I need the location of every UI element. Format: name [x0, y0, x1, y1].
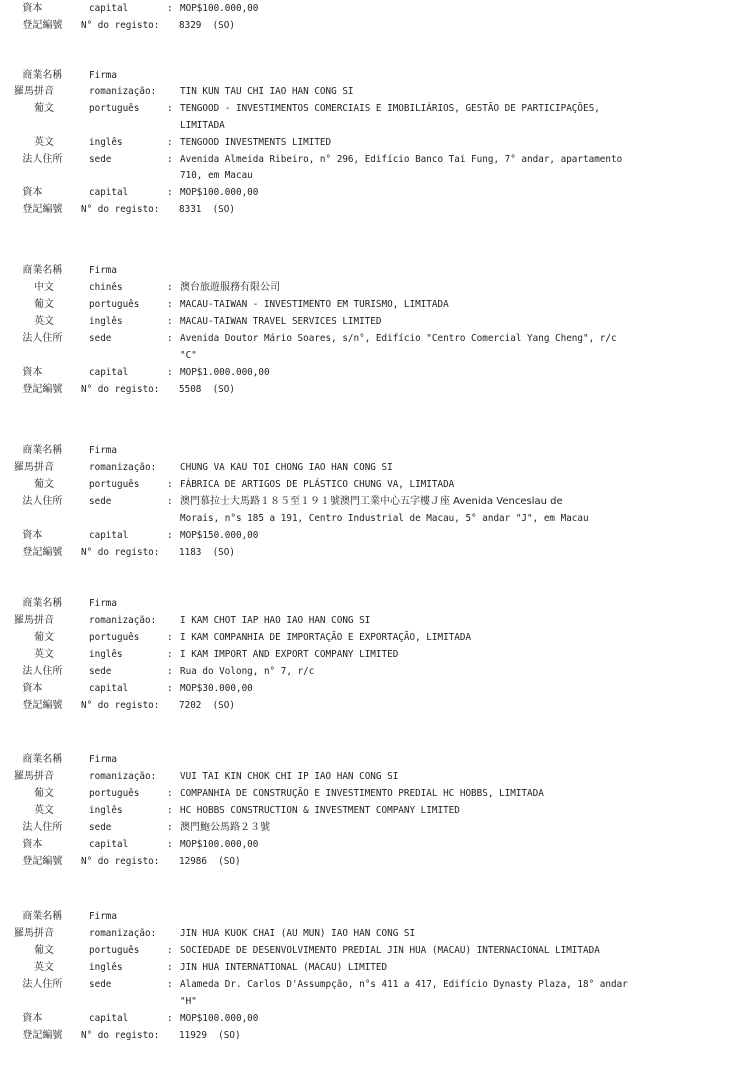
romanizacao-text: JIN HUA KUOK CHAI (AU MUN) IAO HAN CONG SI: [180, 928, 416, 939]
ingles-row: [0, 314, 382, 330]
en-zh-text: 英文: [34, 649, 54, 660]
sede-2-text: "C": [180, 350, 197, 361]
reg-pt-text: N° do registo:: [81, 384, 160, 395]
pt-pt-text: português: [89, 299, 140, 310]
reg-pt-text: N° do registo:: [81, 1030, 160, 1041]
registo-row: [0, 202, 235, 218]
firma-zh-text: 商業名稱: [22, 70, 63, 81]
reg-pt-text: N° do registo:: [81, 547, 160, 558]
en-pt-text: inglês: [89, 962, 123, 973]
colon-text: :: [167, 282, 173, 293]
capital-pt-text: capital: [89, 530, 129, 541]
firma-pt-text: Firma: [89, 911, 117, 922]
colon-text: :: [167, 822, 173, 833]
reg-zh-text: 登記編號: [22, 1030, 63, 1041]
romanizacao-text: TIN KUN TAU CHI IAO HAN CONG SI: [180, 86, 354, 97]
sede-row: [0, 331, 617, 347]
firma-row: [0, 596, 117, 612]
sede-zh-text: 法人住所: [22, 979, 63, 990]
firma-pt-text: Firma: [89, 265, 117, 276]
capital-row: [0, 185, 259, 201]
firma-zh-text: 商業名稱: [22, 911, 63, 922]
romanizacao-text: VUI TAI KIN CHOK CHI IP IAO HAN CONG SI: [180, 771, 399, 782]
sede-1-text: Alameda Dr. Carlos D'Assumpção, n°s 411 a 417, Edifício Dynasty Plaza, 18° andar: [180, 979, 628, 990]
reg-zh-text: 登記編號: [22, 547, 63, 558]
pt-zh-text: 葡文: [34, 945, 54, 956]
registo-text: 1183 (SO): [179, 547, 235, 558]
romanizacao-row: [0, 613, 371, 629]
registo-row: [0, 854, 241, 870]
registo-text: 5508 (SO): [179, 384, 235, 395]
en-zh-text: 英文: [34, 962, 54, 973]
en-zh-text: 英文: [34, 805, 54, 816]
portugues-row: [0, 101, 600, 117]
portugues-text: FÁBRICA DE ARTIGOS DE PLÁSTICO CHUNG VA, LIMITADA: [180, 479, 455, 490]
colon-text: :: [167, 187, 173, 198]
colon-text: :: [167, 154, 173, 165]
capital-pt-text: capital: [89, 3, 129, 14]
sede-zh-text: 法人住所: [22, 333, 63, 344]
sede-row: [0, 820, 270, 836]
capital-text: MOP$1.000.000,00: [180, 367, 270, 378]
reg-pt-text: N° do registo:: [81, 856, 160, 867]
capital-zh-text: 資本: [22, 1013, 43, 1024]
reg-pt-text: N° do registo:: [81, 700, 160, 711]
portugues-row-cont: [0, 118, 225, 134]
rom-pt-text: romanização:: [89, 771, 157, 782]
portugues-1-text: TENGOOD - INVESTIMENTOS COMERCIAIS E IMOBILIÁRIOS, GESTÃO DE PARTICIPAÇÕES,: [180, 103, 600, 114]
capital-text: MOP$100.000,00: [180, 839, 259, 850]
sede-zh-text: 法人住所: [22, 822, 63, 833]
colon-text: :: [167, 962, 173, 973]
portugues-row: [0, 477, 455, 493]
reg-zh-text: 登記編號: [22, 700, 63, 711]
colon-text: :: [167, 979, 173, 990]
colon-text: :: [167, 333, 173, 344]
capital-row: [0, 681, 253, 697]
portugues-row: [0, 943, 600, 959]
sede-2-text: "H": [180, 996, 197, 1007]
romanizacao-row: [0, 769, 399, 785]
chines-row: [0, 280, 280, 296]
en-zh-text: 英文: [34, 137, 54, 148]
capital-text: MOP$100.000,00: [180, 1013, 259, 1024]
sede-pt-text: sede: [89, 822, 112, 833]
cn-pt-text: chinês: [89, 282, 123, 293]
reg-zh-text: 登記編號: [22, 204, 63, 215]
firma-pt-text: Firma: [89, 754, 117, 765]
en-pt-text: inglês: [89, 805, 123, 816]
firma-zh-text: 商業名稱: [22, 754, 63, 765]
sede-1-text: 澳門慕拉士大馬路１８５至１９１號澳門工業中心五字樓Ｊ座 Avenida Venceslau de: [180, 496, 563, 507]
firma-pt-text: Firma: [89, 70, 117, 81]
en-pt-text: inglês: [89, 649, 123, 660]
capital-row: [0, 837, 259, 853]
registo-row: [0, 698, 235, 714]
pt-pt-text: português: [89, 788, 140, 799]
capital-pt-text: capital: [89, 187, 129, 198]
pt-zh-text: 葡文: [34, 103, 54, 114]
capital-text: MOP$150.000,00: [180, 530, 259, 541]
portugues-row: [0, 297, 449, 313]
capital-pt-text: capital: [89, 367, 129, 378]
reg-value-text: 8329 (SO): [179, 20, 235, 31]
pt-pt-text: português: [89, 103, 140, 114]
reg-pt-text: N° do registo:: [81, 204, 160, 215]
rom-pt-text: romanização:: [89, 86, 157, 97]
sede-pt-text: sede: [89, 496, 112, 507]
portugues-row: [0, 630, 472, 646]
chines-text: 澳台旅遊服務有限公司: [180, 282, 280, 293]
firma-zh-text: 商業名稱: [22, 598, 63, 609]
pt-zh-text: 葡文: [34, 632, 54, 643]
colon-text: :: [167, 137, 173, 148]
reg-zh-text: 登記編號: [22, 20, 63, 31]
portugues-text: I KAM COMPANHIA DE IMPORTAÇÃO E EXPORTAÇÃO, LIMITADA: [180, 632, 472, 643]
sede-pt-text: sede: [89, 979, 112, 990]
portugues-text: SOCIEDADE DE DESENVOLVIMENTO PREDIAL JIN HUA (MACAU) INTERNACIONAL LIMITADA: [180, 945, 600, 956]
en-zh-text: 英文: [34, 316, 54, 327]
ingles-text: HC HOBBS CONSTRUCTION & INVESTMENT COMPANY LIMITED: [180, 805, 460, 816]
firma-pt-text: Firma: [89, 445, 117, 456]
cn-zh-text: 中文: [34, 282, 54, 293]
rom-pt-text: romanização:: [89, 615, 157, 626]
sede-text: Rua do Volong, n° 7, r/c: [180, 666, 315, 677]
firma-pt-text: Firma: [89, 598, 117, 609]
registo-text: 11929 (SO): [179, 1030, 241, 1041]
en-pt-text: inglês: [89, 137, 123, 148]
sede-pt-text: sede: [89, 666, 112, 677]
firma-row: [0, 909, 117, 925]
ingles-row: [0, 135, 332, 151]
romanizacao-text: I KAM CHOT IAP HAO IAO HAN CONG SI: [180, 615, 371, 626]
sede-row-cont: [0, 511, 589, 527]
firma-zh-text: 商業名稱: [22, 445, 63, 456]
capital-row: [0, 1, 259, 17]
sede-pt-text: sede: [89, 333, 112, 344]
capital-value-text: MOP$100.000,00: [180, 3, 259, 14]
sede-row: [0, 152, 623, 168]
colon-text: :: [167, 299, 173, 310]
capital-pt-text: capital: [89, 683, 129, 694]
sede-zh-text: 法人住所: [22, 154, 63, 165]
firma-zh-text: 商業名稱: [22, 265, 63, 276]
ingles-text: I KAM IMPORT AND EXPORT COMPANY LIMITED: [180, 649, 399, 660]
capital-zh-text: 資本: [22, 683, 43, 694]
portugues-2-text: LIMITADA: [180, 120, 225, 131]
colon-text: :: [167, 805, 173, 816]
colon-text: :: [167, 103, 173, 114]
capital-row: [0, 365, 270, 381]
pt-pt-text: português: [89, 945, 140, 956]
colon-text: :: [167, 683, 173, 694]
colon-text: :: [167, 649, 173, 660]
romanizacao-text: CHUNG VA KAU TOI CHONG IAO HAN CONG SI: [180, 462, 393, 473]
romanizacao-row: [0, 926, 416, 942]
sede-zh-text: 法人住所: [22, 666, 63, 677]
ingles-text: TENGOOD INVESTMENTS LIMITED: [180, 137, 332, 148]
colon-text: :: [167, 367, 173, 378]
rom-zh-text: 羅馬拼音: [14, 771, 54, 782]
capital-zh-text: 資本: [22, 530, 43, 541]
ingles-row: [0, 960, 388, 976]
reg-zh-text: 登記編號: [22, 856, 63, 867]
registo-row: [0, 1028, 241, 1044]
capital-row: [0, 528, 259, 544]
rom-zh-text: 羅馬拼音: [14, 462, 54, 473]
rom-zh-text: 羅馬拼音: [14, 928, 54, 939]
reg-zh-text: 登記編號: [22, 384, 63, 395]
colon-text: :: [167, 496, 173, 507]
sede-row: [0, 664, 315, 680]
sede-2-text: Morais, n°s 185 a 191, Centro Industrial de Macau, 5° andar "J", em Macau: [180, 513, 589, 524]
pt-pt-text: português: [89, 479, 140, 490]
sede-row-cont: [0, 994, 197, 1010]
registo-row: [0, 545, 235, 561]
sede-pt-text: sede: [89, 154, 112, 165]
capital-text: MOP$30.000,00: [180, 683, 253, 694]
rom-zh-text: 羅馬拼音: [14, 615, 54, 626]
portugues-row: [0, 786, 544, 802]
portugues-text: COMPANHIA DE CONSTRUÇÃO E INVESTIMENTO PREDIAL HC HOBBS, LIMITADA: [180, 788, 544, 799]
capital-pt-text: capital: [89, 1013, 129, 1024]
registo-text: 12986 (SO): [179, 856, 241, 867]
capital-zh-text: 資本: [22, 3, 43, 14]
sede-row: [0, 977, 628, 993]
sede-row-cont: [0, 168, 253, 184]
firma-row: [0, 443, 117, 459]
romanizacao-row: [0, 84, 354, 100]
rom-zh-text: 羅馬拼音: [14, 86, 54, 97]
colon-text: :: [167, 316, 173, 327]
firma-row: [0, 68, 117, 84]
sede-zh-text: 法人住所: [22, 496, 63, 507]
capital-zh-text: 資本: [22, 839, 43, 850]
registo-row: [0, 382, 235, 398]
registo-text: 8331 (SO): [179, 204, 235, 215]
colon-text: :: [167, 788, 173, 799]
capital-pt-text: capital: [89, 839, 129, 850]
firma-row: [0, 263, 117, 279]
pt-zh-text: 葡文: [34, 479, 54, 490]
pt-zh-text: 葡文: [34, 788, 54, 799]
pt-zh-text: 葡文: [34, 299, 54, 310]
ingles-text: MACAU-TAIWAN TRAVEL SERVICES LIMITED: [180, 316, 382, 327]
en-pt-text: inglês: [89, 316, 123, 327]
capital-zh-text: 資本: [22, 187, 43, 198]
sede-row-cont: [0, 348, 197, 364]
sede-1-text: Avenida Doutor Mário Soares, s/n°, Edifício "Centro Comercial Yang Cheng", r/c: [180, 333, 617, 344]
sede-row: [0, 494, 563, 510]
colon-text: :: [167, 945, 173, 956]
capital-row: [0, 1011, 259, 1027]
colon-text: :: [167, 530, 173, 541]
registo-text: 7202 (SO): [179, 700, 235, 711]
colon-text: :: [167, 479, 173, 490]
ingles-row: [0, 647, 399, 663]
sede-2-text: 710, em Macau: [180, 170, 253, 181]
portugues-text: MACAU-TAIWAN - INVESTIMENTO EM TURISMO, LIMITADA: [180, 299, 449, 310]
capital-text: MOP$100.000,00: [180, 187, 259, 198]
pt-pt-text: português: [89, 632, 140, 643]
colon-text: :: [167, 839, 173, 850]
colon-text: :: [167, 3, 173, 14]
romanizacao-row: [0, 460, 393, 476]
colon-text: :: [167, 1013, 173, 1024]
reg-pt-text: N° do registo:: [81, 20, 160, 31]
colon-text: :: [167, 666, 173, 677]
colon-text: :: [167, 632, 173, 643]
ingles-text: JIN HUA INTERNATIONAL (MACAU) LIMITED: [180, 962, 388, 973]
sede-1-text: Avenida Almeida Ribeiro, n° 296, Edifício Banco Tai Fung, 7° andar, apartamento: [180, 154, 623, 165]
firma-row: [0, 752, 117, 768]
capital-zh-text: 資本: [22, 367, 43, 378]
registo-row: [0, 18, 235, 34]
rom-pt-text: romanização:: [89, 462, 157, 473]
rom-pt-text: romanização:: [89, 928, 157, 939]
ingles-row: [0, 803, 460, 819]
sede-text: 澳門鮑公馬路２３號: [180, 822, 270, 833]
